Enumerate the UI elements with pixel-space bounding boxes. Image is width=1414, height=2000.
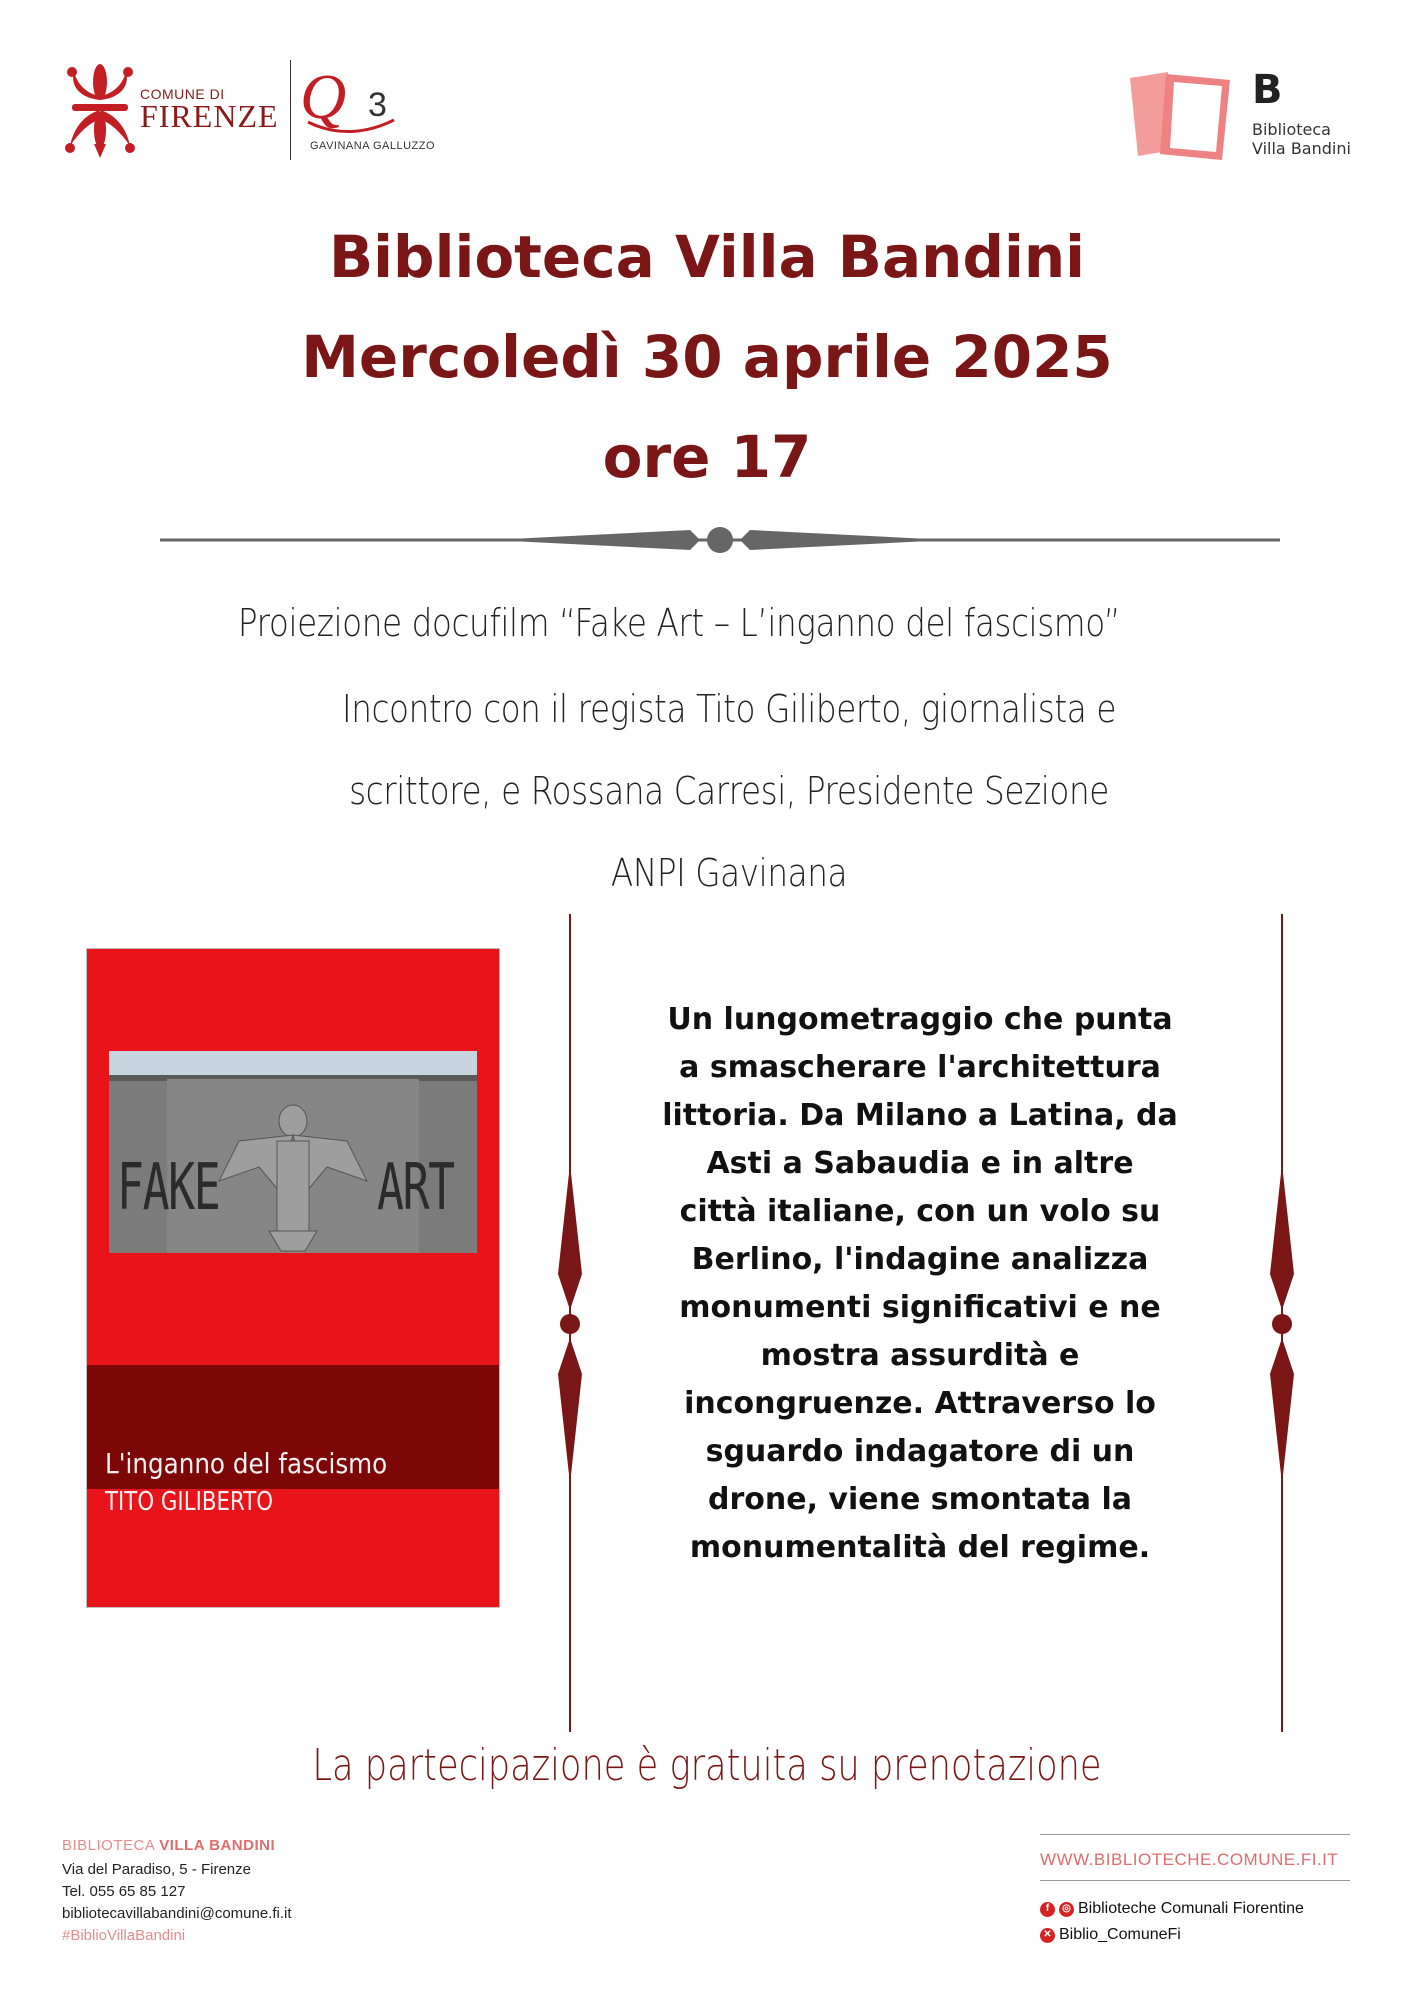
footer-name-light: BIBLIOTECA xyxy=(62,1837,160,1854)
q3-letter: Q xyxy=(300,61,347,132)
footer-rule-bottom xyxy=(1040,1880,1350,1881)
film-poster xyxy=(86,948,500,1608)
footer-hashtag: #BiblioVillaBandini xyxy=(62,1927,186,1944)
title-time: ore 17 xyxy=(602,423,812,491)
footer-phone: Tel. 055 65 85 127 xyxy=(62,1883,186,1900)
synopsis-line: Un lungometraggio che punta xyxy=(667,1002,1173,1037)
footer-social-x-label: Biblio_ComuneFi xyxy=(1059,1926,1181,1943)
poster-word-art: ART xyxy=(377,1151,454,1225)
participation-note: La partecipazione è gratuita su prenotazione xyxy=(312,1740,1102,1791)
q3-swoosh-icon xyxy=(306,118,396,136)
title-date: Mercoledì 30 aprile 2025 xyxy=(301,323,1113,391)
film-synopsis xyxy=(610,996,1230,1572)
footer-email[interactable]: bibliotecavillabandini@comune.fi.it xyxy=(62,1905,292,1922)
event-line-2: Incontro con il regista Tito Giliberto, giornalista e xyxy=(342,687,1116,731)
event-title: Proiezione docufilm “Fake Art – L’inganno del fascismo” xyxy=(237,601,1121,645)
event-line-3: scrittore, e Rossana Carresi, Presidente Sezione xyxy=(349,769,1109,813)
firenze-name: FIRENZE xyxy=(140,98,279,134)
synopsis-line: mostra assurdità e xyxy=(760,1338,1080,1373)
footer-website-link[interactable]: WWW.BIBLIOTECHE.COMUNE.FI.IT xyxy=(1040,1850,1339,1869)
synopsis-line: monumenti significativi e ne xyxy=(679,1290,1161,1325)
synopsis-line: littoria. Da Milano a Latina, da xyxy=(662,1098,1178,1133)
instagram-icon: ◎ xyxy=(1059,1902,1074,1917)
synopsis-line: monumentalità del regime. xyxy=(689,1530,1151,1565)
x-icon: ✕ xyxy=(1040,1928,1055,1943)
footer-name-bold: VILLA BANDINI xyxy=(159,1837,276,1854)
library-logo-letter: B xyxy=(1252,67,1283,113)
firenze-small-text: COMUNE DI xyxy=(140,86,225,102)
q3-subtitle: GAVINANA GALLUZZO xyxy=(310,140,436,152)
synopsis-line: incongruenze. Attraverso lo xyxy=(684,1386,1156,1421)
footer-rule-top xyxy=(1040,1834,1350,1835)
poster-author: TITO GILIBERTO xyxy=(105,1487,274,1517)
footer-social-facebook[interactable] xyxy=(1040,1900,1304,1918)
ornament-divider xyxy=(160,512,1280,568)
header-divider xyxy=(290,60,291,160)
library-book-icon xyxy=(1130,72,1240,162)
poster-photo xyxy=(109,1051,477,1253)
poster-subtitle: L'inganno del fascismo xyxy=(105,1447,388,1480)
vertical-rule-right xyxy=(1256,914,1308,1732)
synopsis-line: Asti a Sabaudia e in altre xyxy=(706,1146,1134,1181)
library-logo-line1: Biblioteca xyxy=(1252,120,1331,139)
synopsis-line: drone, viene smontata la xyxy=(708,1482,1132,1517)
q3-number: 3 xyxy=(368,86,387,124)
synopsis-line: sguardo indagatore di un xyxy=(705,1434,1135,1469)
title-venue: Biblioteca Villa Bandini xyxy=(328,223,1086,291)
footer-address: Via del Paradiso, 5 - Firenze xyxy=(62,1861,251,1878)
facebook-icon: f xyxy=(1040,1902,1055,1917)
footer-social-facebook-label: Biblioteche Comunali Fiorentine xyxy=(1078,1900,1304,1917)
footer-library-name xyxy=(62,1838,275,1853)
vertical-rule-left xyxy=(544,914,596,1732)
synopsis-line: Berlino, l'indagine analizza xyxy=(691,1242,1149,1277)
synopsis-line: città italiane, con un volo su xyxy=(679,1194,1161,1229)
event-line-4: ANPI Gavinana xyxy=(610,851,848,895)
library-logo-line2: Villa Bandini xyxy=(1252,139,1351,158)
footer-social-x[interactable] xyxy=(1040,1926,1181,1944)
poster-word-fake: FAKE xyxy=(117,1151,220,1225)
synopsis-line: a smascherare l'architettura xyxy=(679,1050,1161,1085)
